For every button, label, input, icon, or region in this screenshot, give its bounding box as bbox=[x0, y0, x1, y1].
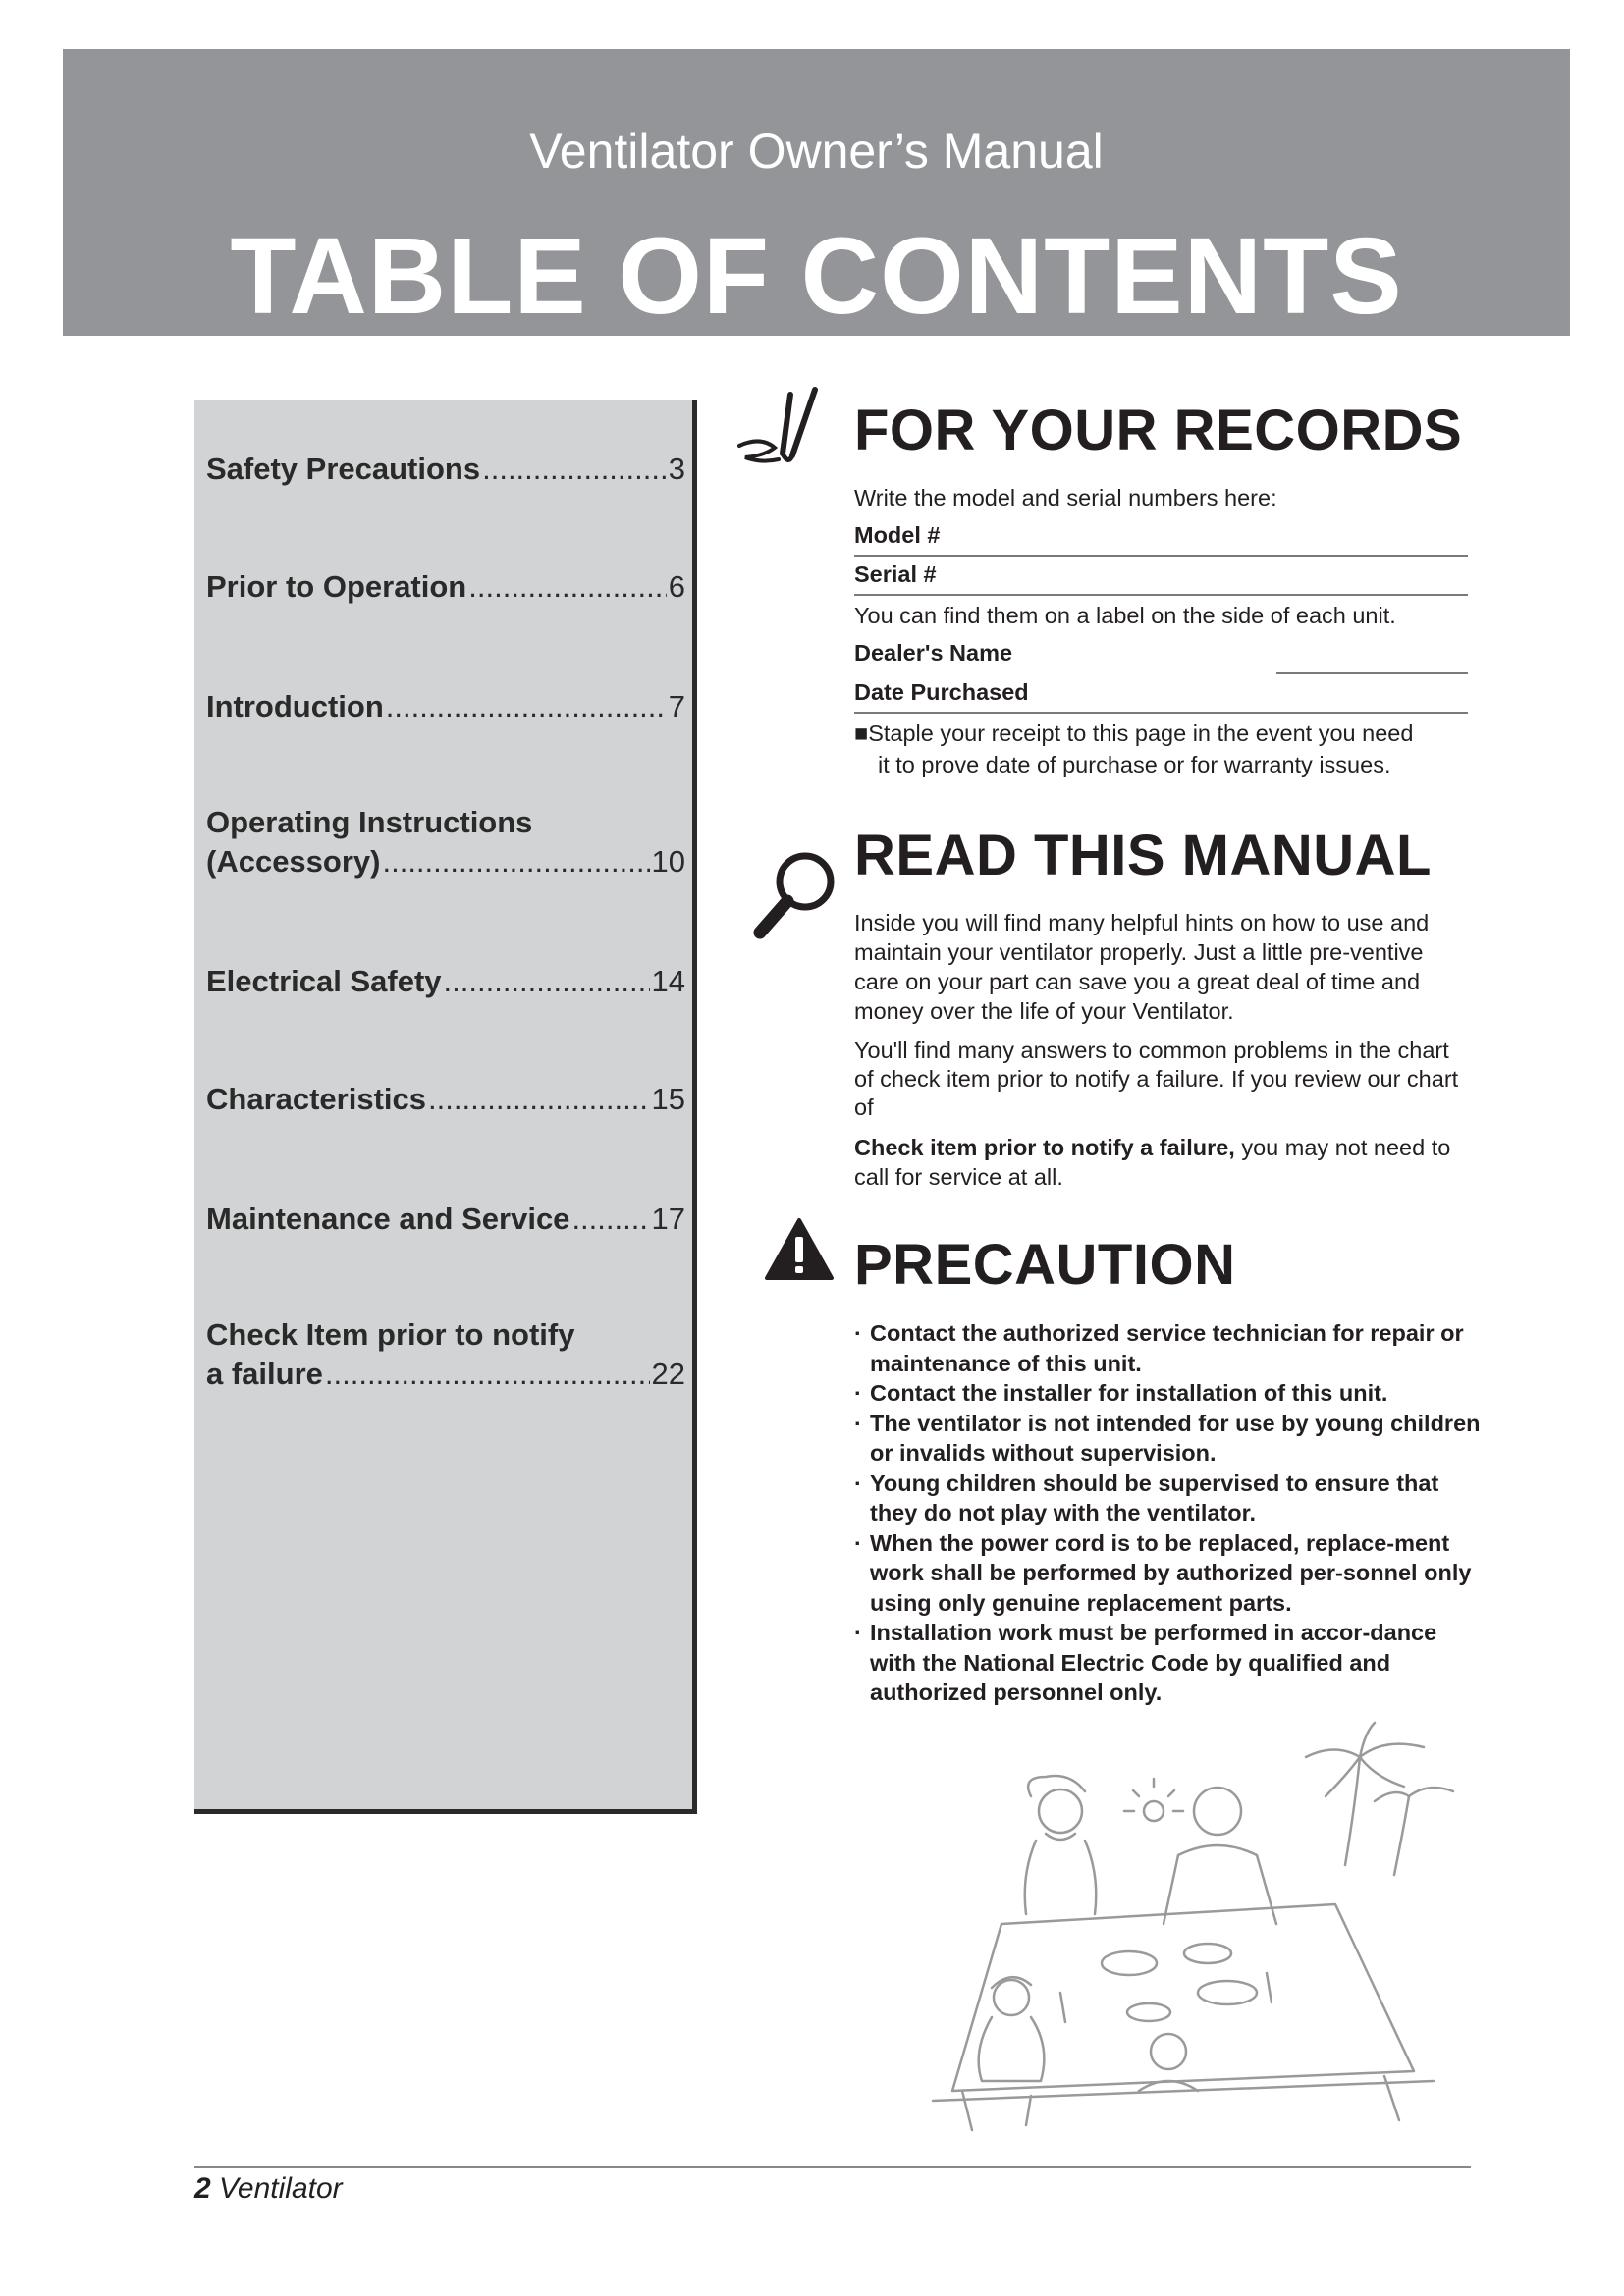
family-picnic-illustration bbox=[913, 1718, 1492, 2140]
toc-page: 10 bbox=[651, 844, 685, 879]
precaution-list bbox=[852, 1318, 1481, 1708]
staple-note-line2: it to prove date of purchase or for warranty issues. bbox=[878, 752, 1391, 777]
precaution-item: · Installation work must be performed in accor-dance with the National Electric Code by qualified and authorized personnel only. bbox=[852, 1618, 1481, 1708]
manual-para1: Inside you will find many helpful hints on how to use and maintain your ventilator properly. Just a little pre-ventive care on your part can save you a great deal of time and money over the life of your Ventilator. bbox=[854, 910, 1430, 1024]
page-number: 2 bbox=[194, 2172, 211, 2205]
toc-leader bbox=[428, 1080, 650, 1119]
manual-para2: You'll find many answers to common problems in the chart of check item prior to notify a failure. If you review our chart of bbox=[854, 1038, 1459, 1120]
model-field-line[interactable] bbox=[854, 555, 1468, 557]
toc-entry-check-item[interactable] bbox=[206, 1315, 685, 1394]
dealer-name-label: Dealer's Name bbox=[854, 640, 1013, 666]
toc-title-line1: Operating Instructions bbox=[206, 805, 533, 839]
toc-page: 22 bbox=[651, 1357, 685, 1391]
manual-heading: READ THIS MANUAL bbox=[854, 824, 1432, 887]
model-label: Model # bbox=[854, 522, 941, 548]
manual-para3-rest: you may not need to call for service at all. bbox=[854, 1135, 1451, 1190]
staple-note-line1: ■Staple your receipt to this page in the event you need bbox=[854, 721, 1414, 746]
warning-icon bbox=[764, 1217, 835, 1282]
pen-icon bbox=[731, 385, 839, 483]
label-location-note: You can find them on a label on the side of each unit. bbox=[854, 603, 1396, 628]
magnifier-icon bbox=[746, 844, 844, 942]
toc-page: 3 bbox=[668, 452, 685, 486]
serial-label: Serial # bbox=[854, 561, 937, 587]
toc-page: 7 bbox=[668, 689, 685, 723]
toc-leader bbox=[382, 842, 649, 881]
toc-entry-operating-instructions[interactable] bbox=[206, 803, 685, 881]
toc-leader bbox=[386, 687, 667, 726]
toc-entry-introduction[interactable] bbox=[206, 687, 685, 726]
toc-page: 15 bbox=[651, 1082, 685, 1116]
manual-subtitle: Ventilator Owner’s Manual bbox=[529, 124, 1104, 179]
toc-leader bbox=[482, 450, 667, 489]
toc-entry-prior-to-operation[interactable] bbox=[206, 567, 685, 607]
dealer-name-field-line[interactable] bbox=[1276, 672, 1468, 674]
toc-page: 6 bbox=[668, 569, 685, 604]
toc-leader bbox=[468, 567, 667, 607]
manual-para3 bbox=[854, 1133, 1473, 1192]
toc-page: 14 bbox=[651, 964, 685, 998]
toc-title: Maintenance and Service bbox=[206, 1201, 570, 1236]
date-purchased-label: Date Purchased bbox=[854, 679, 1029, 705]
toc-leader bbox=[571, 1200, 649, 1239]
precaution-item: · Contact the installer for installation of this unit. bbox=[852, 1378, 1481, 1409]
toc-title: a failure bbox=[206, 1357, 323, 1391]
toc-title: Characteristics bbox=[206, 1082, 427, 1116]
footer-label: Ventilator bbox=[219, 2172, 343, 2205]
precaution-item: · When the power cord is to be replaced, replace-ment work shall be performed by authorized per-sonnel only using only genuine replacement parts. bbox=[852, 1528, 1481, 1619]
toc-title: Prior to Operation bbox=[206, 569, 467, 604]
page-footer bbox=[194, 2172, 343, 2206]
toc-title-line1: Check Item prior to notify bbox=[206, 1317, 575, 1352]
toc-entry-maintenance-and-service[interactable] bbox=[206, 1200, 685, 1239]
toc-page: 17 bbox=[651, 1201, 685, 1236]
toc-entry-electrical-safety[interactable] bbox=[206, 962, 685, 1001]
records-intro: Write the model and serial numbers here: bbox=[854, 485, 1277, 510]
manual-para3-bold: Check item prior to notify a failure, bbox=[854, 1135, 1235, 1160]
toc-leader bbox=[325, 1355, 650, 1394]
toc-entry-safety-precautions[interactable] bbox=[206, 450, 685, 489]
records-heading: FOR YOUR RECORDS bbox=[854, 399, 1463, 462]
date-purchased-field-line[interactable] bbox=[854, 712, 1468, 714]
precaution-item: · Contact the authorized service technician for repair or maintenance of this unit. bbox=[852, 1318, 1481, 1378]
header-banner bbox=[63, 49, 1570, 336]
toc-title: (Accessory) bbox=[206, 844, 381, 879]
footer-rule bbox=[194, 2166, 1471, 2168]
page-title: TABLE OF CONTENTS bbox=[230, 216, 1403, 337]
toc-title: Introduction bbox=[206, 689, 384, 723]
toc-title: Safety Precautions bbox=[206, 452, 481, 486]
precaution-heading: PRECAUTION bbox=[854, 1233, 1236, 1297]
precaution-item: · Young children should be supervised to ensure that they do not play with the ventilator. bbox=[852, 1468, 1481, 1528]
toc-panel bbox=[194, 400, 697, 1814]
toc-entry-characteristics[interactable] bbox=[206, 1080, 685, 1119]
toc-title: Electrical Safety bbox=[206, 964, 442, 998]
precaution-item: · The ventilator is not intended for use by young children or invalids without supervision. bbox=[852, 1409, 1481, 1468]
serial-field-line[interactable] bbox=[854, 594, 1468, 596]
toc-leader bbox=[444, 962, 650, 1001]
